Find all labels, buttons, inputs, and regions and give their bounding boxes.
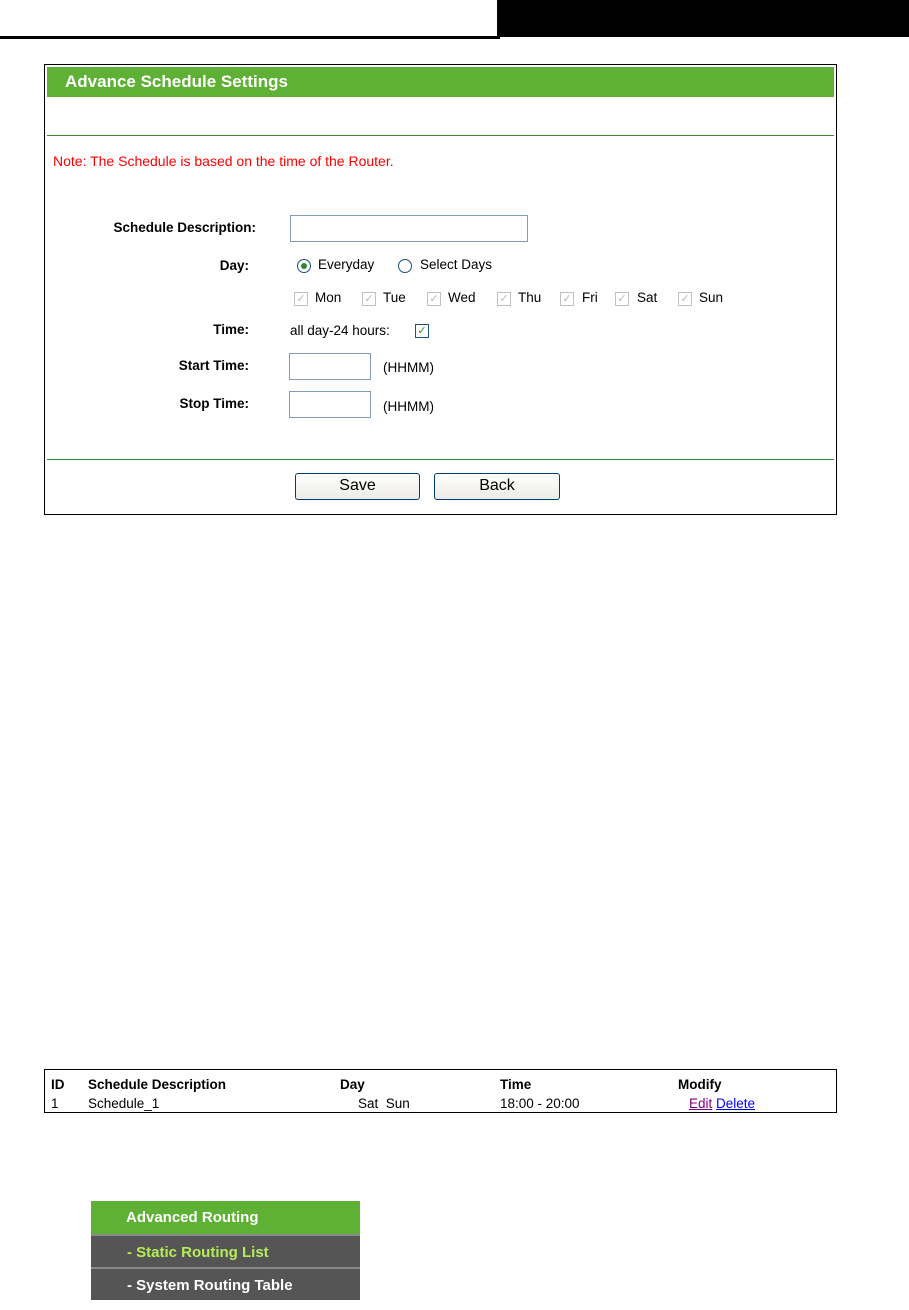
day-label-wed: Wed bbox=[448, 290, 476, 305]
header-id: ID bbox=[51, 1077, 65, 1092]
edit-link[interactable]: Edit bbox=[689, 1096, 713, 1111]
day-label-mon: Mon bbox=[315, 290, 342, 305]
start-time-label: Start Time: bbox=[178, 358, 249, 373]
cell-day: Sat Sun bbox=[358, 1096, 410, 1111]
fri-checkbox[interactable]: ✓ bbox=[560, 292, 574, 306]
header-description: Schedule Description bbox=[88, 1077, 227, 1092]
everyday-label: Everyday bbox=[318, 257, 375, 272]
day-label-sun: Sun bbox=[699, 290, 724, 305]
start-time-input[interactable] bbox=[289, 353, 371, 380]
allday-label: all day-24 hours: bbox=[290, 323, 390, 338]
day-label-thu: Thu bbox=[518, 290, 542, 305]
time-label: Time: bbox=[213, 322, 249, 337]
header-modify: Modify bbox=[678, 1077, 722, 1092]
save-button[interactable]: Save bbox=[295, 473, 420, 500]
day-label-fri: Fri bbox=[582, 290, 598, 305]
schedule-note: Note: The Schedule is based on the time of the Router. bbox=[53, 153, 394, 169]
stop-time-input[interactable] bbox=[289, 391, 371, 418]
description-label: Schedule Description: bbox=[113, 220, 256, 235]
sun-checkbox[interactable]: ✓ bbox=[678, 292, 692, 306]
day-label: Day: bbox=[219, 258, 249, 273]
schedule-description-input[interactable] bbox=[290, 215, 528, 242]
everyday-radio[interactable] bbox=[297, 259, 311, 273]
sat-checkbox[interactable]: ✓ bbox=[615, 292, 629, 306]
advanced-routing-menu bbox=[91, 1201, 360, 1300]
mon-checkbox[interactable]: ✓ bbox=[294, 292, 308, 306]
back-button[interactable]: Back bbox=[434, 473, 560, 500]
schedule-table bbox=[44, 1069, 837, 1113]
header-black-bar bbox=[497, 0, 909, 37]
header-time: Time bbox=[500, 1077, 532, 1092]
day-label-tue: Tue bbox=[383, 290, 406, 305]
divider bbox=[47, 459, 834, 460]
day-label-sat: Sat bbox=[637, 290, 658, 305]
panel-title: Advance Schedule Settings bbox=[47, 67, 834, 97]
cell-modify bbox=[689, 1096, 755, 1111]
delete-link[interactable]: Delete bbox=[716, 1096, 756, 1111]
menu-system-routing-table[interactable]: - System Routing Table bbox=[91, 1267, 360, 1300]
start-hhmm-hint: (HHMM) bbox=[383, 360, 434, 375]
cell-description: Schedule_1 bbox=[88, 1096, 160, 1111]
cell-time: 18:00 - 20:00 bbox=[500, 1096, 580, 1111]
select-days-radio[interactable] bbox=[398, 259, 412, 273]
header-day: Day bbox=[340, 1077, 365, 1092]
stop-time-label: Stop Time: bbox=[179, 396, 249, 411]
allday-checkbox[interactable]: ✓ bbox=[415, 324, 429, 338]
cell-id: 1 bbox=[51, 1096, 59, 1111]
select-days-label: Select Days bbox=[420, 257, 493, 272]
wed-checkbox[interactable]: ✓ bbox=[427, 292, 441, 306]
tue-checkbox[interactable]: ✓ bbox=[362, 292, 376, 306]
thu-checkbox[interactable]: ✓ bbox=[497, 292, 511, 306]
menu-advanced-routing[interactable]: Advanced Routing bbox=[91, 1201, 360, 1234]
schedule-settings-panel bbox=[44, 64, 837, 515]
divider bbox=[47, 135, 834, 136]
header-rule bbox=[0, 36, 500, 39]
stop-hhmm-hint: (HHMM) bbox=[383, 399, 434, 414]
menu-static-routing-list[interactable]: - Static Routing List bbox=[91, 1234, 360, 1267]
